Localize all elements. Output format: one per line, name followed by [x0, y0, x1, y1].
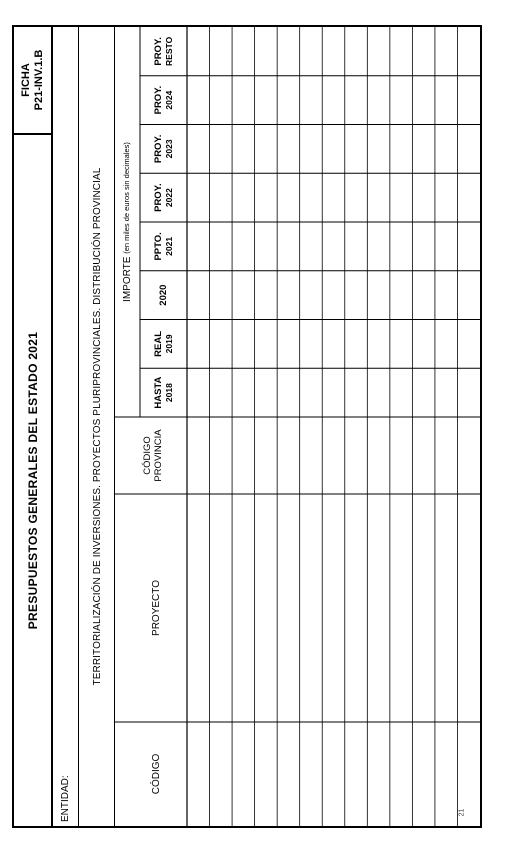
year-column-header: 2022: [163, 188, 174, 208]
codigo-provincia-header: PROVINCIA: [153, 429, 165, 482]
year-column-header: REAL: [153, 330, 165, 357]
year-column-header: PROY.: [153, 183, 165, 212]
importe-header: IMPORTE (en miles de euros sin decimales): [121, 142, 133, 302]
codigo-header: CÓDIGO: [151, 753, 163, 795]
form-header: [14, 27, 53, 826]
form-title: PRESUPUESTOS GENERALES DEL ESTADO 2021: [25, 331, 40, 630]
year-column-header: PROY.: [153, 37, 165, 66]
ficha-label: FICHA: [19, 63, 32, 97]
ficha-code: P21-INV.1.B: [32, 49, 45, 111]
year-column-header: PROY.: [153, 134, 165, 164]
year-column-header: 2024: [163, 90, 174, 110]
page-number: 21: [458, 808, 466, 817]
distribution-table: [114, 27, 480, 826]
year-column-header: 2019: [163, 334, 174, 354]
year-column-header: PPTO.: [153, 232, 165, 261]
proyecto-header: PROYECTO: [151, 580, 163, 636]
year-column-header: 2023: [163, 139, 174, 159]
year-column-header: HASTA: [153, 376, 165, 409]
budget-form: [12, 25, 482, 828]
entity-label: ENTIDAD:: [59, 775, 71, 822]
year-column-header: 2021: [163, 236, 174, 256]
codigo-provincia-header: CÓDIGO: [142, 436, 154, 475]
year-column-header: PROY.: [153, 85, 165, 115]
year-column-header: 2020: [158, 284, 170, 306]
year-column-header: 2018: [163, 383, 174, 403]
form-subtitle: TERRITORIALIZACIÓN DE INVERSIONES. PROYECTOS PLURIPROVINCIALES. DISTRIBUCIÓN PROVINCIAL: [91, 167, 103, 686]
entity-divider: [78, 27, 79, 826]
year-column-header: RESTO: [163, 36, 174, 66]
ficha-box: [14, 27, 51, 135]
